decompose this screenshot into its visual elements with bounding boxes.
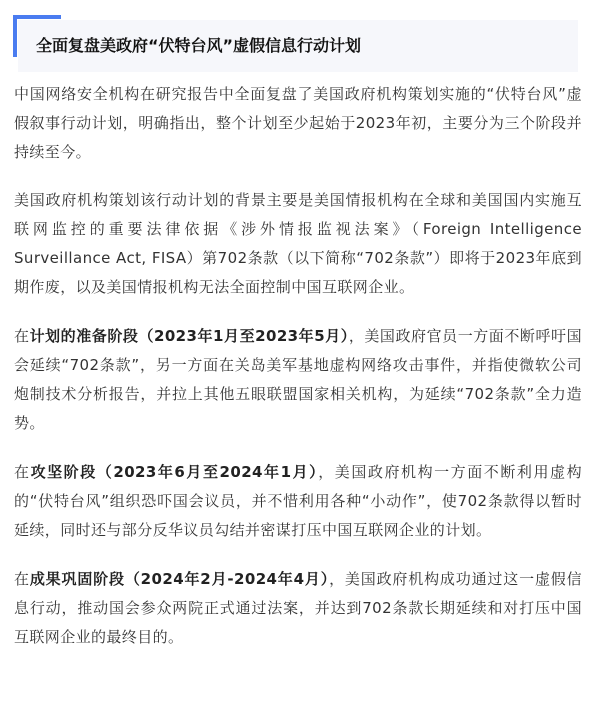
phase-prefix: 在 bbox=[14, 570, 30, 588]
phase-text-preparation: ，美国政府官员一方面不断呼吁国会延续“702条款”，另一方面在关岛美军基地虚构网络攻击事件，并指使微软公司炮制技术分析报告，并拉上其他五眼联盟国家相关机构，为延续“702条款”全力造势。 bbox=[14, 327, 582, 432]
paragraph-background: 美国政府机构策划该行动计划的背景主要是美国情报机构在全球和美国国内实施互联网监控的重要法律依据《涉外情报监视法案》（Foreign Intelligence Surveillance Act, FISA）第702条款（以下简称“702条款”）即将于2023年底到期作废，以及美国情报机构无法全面控制中国互联网企业。 bbox=[14, 191, 582, 296]
article-body bbox=[14, 80, 582, 672]
paragraph-phase-assault bbox=[14, 458, 582, 545]
phase-title-preparation: 计划的准备阶段（2023年1月至2023年5月） bbox=[29, 327, 349, 345]
phase-prefix: 在 bbox=[14, 327, 30, 345]
phase-title-assault: 攻坚阶段（2023年6月至2024年1月） bbox=[30, 463, 319, 481]
paragraph-intro: 中国网络安全机构在研究报告中全面复盘了美国政府机构策划实施的“伏特台风”虚假叙事行动计划，明确指出，整个计划至少起始于2023年初，主要分为三个阶段并持续至今。 bbox=[14, 85, 582, 161]
paragraph-phase-preparation bbox=[14, 322, 582, 438]
phase-title-consolidation: 成果巩固阶段（2024年2月-2024年4月） bbox=[29, 570, 330, 588]
phase-prefix: 在 bbox=[14, 463, 31, 481]
phase-text-assault: ，美国政府机构一方面不断利用虚构的“伏特台风”组织恐吓国会议员，并不惜利用各种“小动作”，使702条款得以暂时延续，同时还与部分反华议员勾结并密谋打压中国互联网企业的计划。 bbox=[14, 463, 582, 539]
phase-text-consolidation: ，美国政府机构成功通过这一虚假信息行动，推动国会参众两院正式通过法案，并达到702条款长期延续和对打压中国互联网企业的最终目的。 bbox=[14, 570, 583, 646]
section-heading: 全面复盘美政府“伏特台风”虚假信息行动计划 bbox=[36, 36, 362, 55]
paragraph-phase-consolidation bbox=[14, 565, 582, 652]
